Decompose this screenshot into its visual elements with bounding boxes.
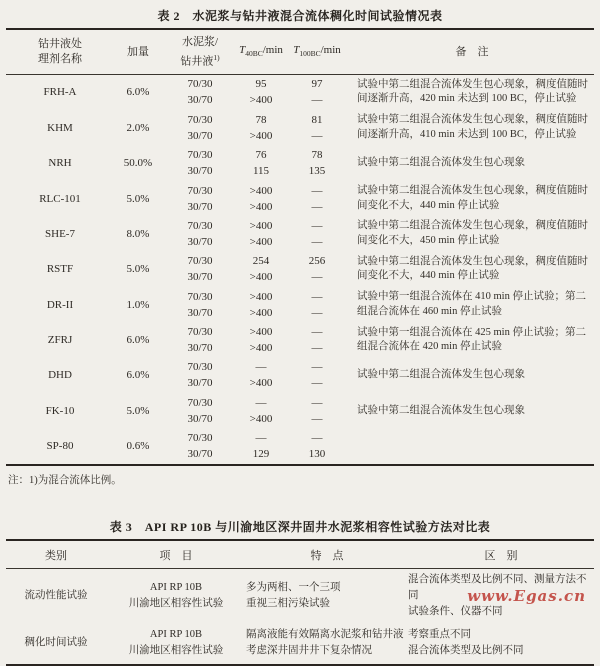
t40-values: 78 >400: [249, 113, 273, 142]
t100-values: — 130: [308, 432, 326, 461]
agent-name: SP-80: [46, 440, 74, 453]
header-dosage: 加量: [127, 45, 149, 58]
ratio-values: 70/30 30/70: [187, 432, 213, 461]
table3-body: [6, 569, 594, 664]
agent-name: FRH-A: [43, 86, 77, 99]
dosage-value: 6.0%: [126, 369, 150, 382]
agent-name: DR-II: [46, 298, 74, 311]
table3-header-row: [6, 541, 594, 568]
t40-values: >400 >400: [249, 219, 273, 248]
ratio-values: 70/30 30/70: [187, 113, 213, 142]
table2-body: [6, 75, 594, 464]
dosage-value: 1.0%: [126, 298, 150, 311]
remark-text: 试验中第二组混合流体发生包心现象，稠度值随时间逐渐升高，420 min 未达到 100 BC，停止试验: [357, 78, 588, 105]
footnote-marker: 1): [213, 53, 220, 62]
t40-values: >400 >400: [249, 290, 273, 319]
table-row: [6, 287, 594, 322]
category-value: 稠化时间试验: [24, 637, 88, 649]
agent-name: SHE-7: [45, 227, 75, 240]
agent-name: ZFRJ: [47, 334, 73, 347]
header-difference: 区 别: [484, 549, 518, 562]
dosage-value: 6.0%: [126, 334, 150, 347]
header-cement-mud-ratio: 水泥浆/ 钻井液$^{1)}$: [180, 36, 220, 68]
t40-values: >400 >400: [249, 326, 273, 355]
dosage-value: 8.0%: [126, 227, 150, 240]
header-remark: 备 注: [455, 45, 489, 58]
t100-values: 97 —: [311, 78, 323, 107]
t100-values: 81 —: [311, 113, 323, 142]
t100-values: 78 135: [308, 149, 326, 178]
table-row: [6, 623, 594, 664]
t40-values: — 129: [252, 432, 270, 461]
header-feature: 特 点: [310, 549, 344, 562]
t40-values: 95 >400: [249, 78, 273, 107]
table-row: [6, 75, 594, 110]
dosage-value: 0.6%: [126, 440, 150, 453]
agent-name: KHM: [47, 121, 73, 134]
remark-text: 试验中第二组混合流体发生包心现象，稠度值随时间变化不大，440 min 停止试验: [357, 185, 588, 211]
dosage-value: 2.0%: [126, 121, 150, 134]
t100-values: — —: [311, 396, 323, 425]
remark-text: 试验中第二组混合流体发生包心现象: [357, 369, 525, 381]
remark-text: 试验中第二组混合流体发生包心现象: [357, 404, 525, 416]
item-values: API RP 10B 川渝地区相容性试验: [128, 629, 224, 657]
t40-values: — >400: [249, 361, 273, 390]
ratio-values: 70/30 30/70: [187, 78, 213, 107]
table-row: [6, 145, 594, 180]
t100-values: — —: [311, 326, 323, 355]
difference-values: 考察重点不同 混合流体类型及比例不同: [408, 629, 524, 657]
table-row: [6, 252, 594, 287]
ratio-values: 70/30 30/70: [187, 396, 213, 425]
t40-values: — >400: [249, 396, 273, 425]
ratio-values: 70/30 30/70: [187, 149, 213, 178]
category-value: 流动性能试验: [24, 589, 88, 601]
header-category: 类别: [45, 549, 67, 562]
table-row: [6, 429, 594, 464]
dosage-value: 5.0%: [126, 404, 150, 417]
agent-name: RLC-101: [39, 192, 81, 205]
ratio-values: 70/30 30/70: [187, 290, 213, 319]
agent-name: NRH: [48, 157, 72, 170]
table-row: [6, 358, 594, 393]
remark-text: 试验中第二组混合流体发生包心现象: [357, 156, 525, 168]
table-row: [6, 181, 594, 216]
table2-footnote: 注：1)为混合流体比例。: [8, 474, 122, 486]
t40-values: >400 >400: [249, 184, 273, 213]
table3-title: 表 3 API RP 10B 与川渝地区深井固井水泥浆相容性试验方法对比表: [109, 519, 491, 534]
ratio-values: 70/30 30/70: [187, 255, 213, 284]
dosage-value: 5.0%: [126, 263, 150, 276]
t100-values: — —: [311, 184, 323, 213]
table-row: [6, 216, 594, 251]
document-page: [6, 0, 594, 666]
t100-values: — —: [311, 219, 323, 248]
difference-values: 混合流体类型及比例不同、测量方法不同 试验条件、仪器不同: [408, 573, 587, 617]
ratio-values: 70/30 30/70: [187, 184, 213, 213]
table2-title: 表 2 水泥浆与钻井液混合流体稠化时间试验情况表: [157, 9, 443, 23]
ratio-values: 70/30 30/70: [187, 219, 213, 248]
remark-text: 试验中第一组混合流体在 425 min 停止试验；第二组混合流体在 420 min 停止试验: [357, 326, 586, 353]
t100-values: 256 —: [308, 255, 326, 284]
agent-name: FK-10: [45, 404, 75, 417]
remark-text: [350, 445, 594, 447]
header-t40bc: $T_{40BC}/\min$: [239, 44, 283, 59]
agent-name: RSTF: [46, 263, 74, 276]
remark-text: 试验中第二组混合流体发生包心现象，稠度值随时间变化不大，440 min 停止试验: [357, 255, 588, 282]
table-row: [6, 322, 594, 357]
feature-values: 隔离液能有效隔离水泥浆和钻井液 考虑深井固井井下复杂情况: [246, 629, 404, 657]
remark-text: 试验中第二组混合流体发生包心现象，稠度值随时间逐渐升高，410 min 未达到 100 BC，停止试验: [357, 114, 588, 140]
header-t100bc: $T_{100BC}/\min$: [293, 44, 341, 59]
header-agent-name: 钻井液处 理剂名称: [38, 38, 82, 66]
ratio-values: 70/30 30/70: [187, 326, 213, 355]
table-row: [6, 393, 594, 428]
agent-name: DHD: [48, 369, 72, 382]
site-watermark: www.Egas.cn: [467, 587, 586, 605]
t100-values: — —: [311, 290, 323, 319]
ratio-values: 70/30 30/70: [187, 361, 213, 390]
dosage-value: 6.0%: [126, 86, 150, 99]
t100-values: — —: [311, 361, 323, 390]
t40-values: 76 115: [252, 149, 270, 178]
dosage-value: 50.0%: [123, 157, 153, 170]
item-values: API RP 10B 川渝地区相容性试验: [128, 581, 224, 609]
feature-values: 多为两相、一个三项 重视三相污染试验: [246, 581, 341, 609]
table2: [6, 0, 594, 487]
dosage-value: 5.0%: [126, 192, 150, 205]
table-row: [6, 110, 594, 145]
remark-text: 试验中第一组混合流体在 410 min 停止试验；第二组混合流体在 460 min 停止试验: [357, 291, 586, 317]
header-item: 项 目: [159, 549, 193, 562]
t40-values: 254 >400: [249, 255, 273, 284]
table2-header-row: [6, 30, 594, 74]
remark-text: 试验中第二组混合流体发生包心现象，稠度值随时间变化不大，450 min 停止试验: [357, 220, 588, 246]
